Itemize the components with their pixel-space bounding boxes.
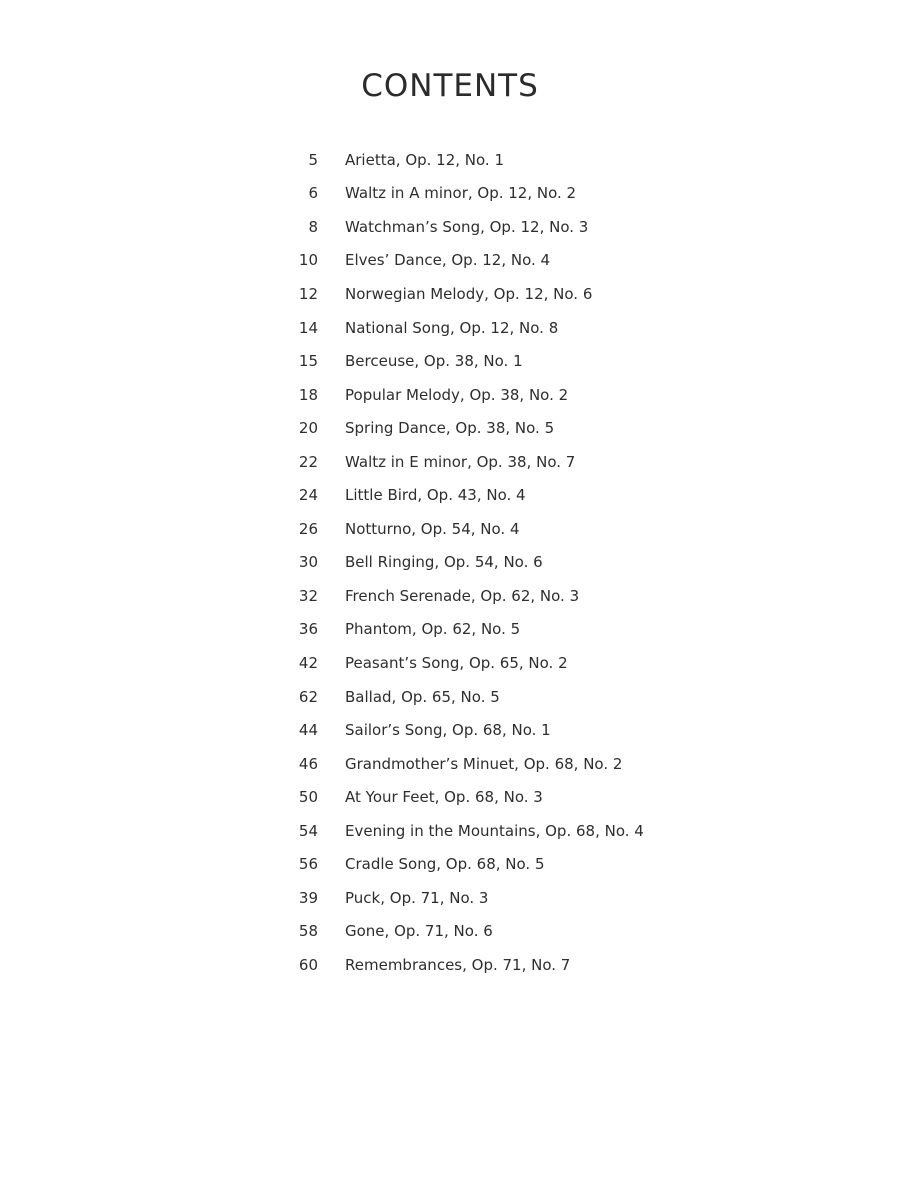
toc-entry — [282, 814, 782, 848]
toc-entry-title: Arietta, Op. 12, No. 1 — [345, 150, 505, 169]
toc-entry — [282, 780, 782, 814]
toc-entry-title: Elves’ Dance, Op. 12, No. 4 — [345, 251, 551, 270]
toc-entry-title: Ballad, Op. 65, No. 5 — [345, 687, 500, 706]
toc-entry — [282, 311, 782, 345]
toc-page-number: 26 — [298, 519, 318, 538]
toc-entry-title: Waltz in A minor, Op. 12, No. 2 — [345, 184, 577, 203]
toc-page-number: 10 — [298, 251, 318, 270]
toc-entry — [282, 948, 782, 982]
toc-entry-title: Cradle Song, Op. 68, No. 5 — [345, 855, 545, 874]
toc-entry — [282, 143, 782, 177]
toc-entry-title: Bell Ringing, Op. 54, No. 6 — [345, 553, 543, 572]
toc-entry — [282, 512, 782, 546]
toc-entry-title: Popular Melody, Op. 38, No. 2 — [345, 385, 569, 404]
toc-entry-title: Grandmother’s Minuet, Op. 68, No. 2 — [345, 754, 623, 773]
toc-page-number: 18 — [298, 385, 318, 404]
toc-page-number: 8 — [308, 217, 318, 236]
toc-page-number: 5 — [308, 150, 318, 169]
table-of-contents — [282, 143, 782, 982]
toc-entry-title: Peasant’s Song, Op. 65, No. 2 — [345, 653, 568, 672]
toc-page-number: 20 — [298, 419, 318, 438]
toc-page-number: 60 — [298, 955, 318, 974]
toc-page-number: 50 — [298, 788, 318, 807]
toc-entry-title: Watchman’s Song, Op. 12, No. 3 — [345, 217, 589, 236]
toc-entry — [282, 613, 782, 647]
toc-entry — [282, 847, 782, 881]
toc-page-number: 39 — [298, 888, 318, 907]
toc-page-number: 56 — [298, 855, 318, 874]
toc-page-number: 54 — [298, 821, 318, 840]
toc-entry-title: Norwegian Melody, Op. 12, No. 6 — [345, 284, 593, 303]
toc-entry-title: Berceuse, Op. 38, No. 1 — [345, 352, 523, 371]
toc-page-number: 62 — [298, 687, 318, 706]
toc-entry-title: Gone, Op. 71, No. 6 — [345, 922, 493, 941]
toc-entry-title: At Your Feet, Op. 68, No. 3 — [345, 788, 543, 807]
toc-entry — [282, 915, 782, 949]
toc-page-number: 6 — [308, 184, 318, 203]
toc-entry-title: Little Bird, Op. 43, No. 4 — [345, 486, 526, 505]
toc-entry-title: Sailor’s Song, Op. 68, No. 1 — [345, 721, 551, 740]
toc-entry — [282, 478, 782, 512]
toc-entry — [282, 210, 782, 244]
toc-entry — [282, 344, 782, 378]
toc-entry-title: Spring Dance, Op. 38, No. 5 — [345, 419, 555, 438]
toc-entry-title: National Song, Op. 12, No. 8 — [345, 318, 559, 337]
toc-entry — [282, 378, 782, 412]
toc-entry — [282, 277, 782, 311]
toc-page-number: 22 — [298, 452, 318, 471]
toc-page-number: 32 — [298, 586, 318, 605]
toc-page-number: 24 — [298, 486, 318, 505]
toc-entry — [282, 680, 782, 714]
page-title: CONTENTS — [361, 68, 539, 104]
toc-page-number: 30 — [298, 553, 318, 572]
toc-entry-title: Evening in the Mountains, Op. 68, No. 4 — [345, 821, 644, 840]
toc-entry — [282, 546, 782, 580]
toc-entry — [282, 881, 782, 915]
toc-page-number: 44 — [298, 721, 318, 740]
toc-entry — [282, 579, 782, 613]
toc-entry-title: Remembrances, Op. 71, No. 7 — [345, 955, 571, 974]
toc-entry-title: Notturno, Op. 54, No. 4 — [345, 519, 520, 538]
toc-page-number: 14 — [298, 318, 318, 337]
toc-entry-title: Waltz in E minor, Op. 38, No. 7 — [345, 452, 576, 471]
toc-entry — [282, 646, 782, 680]
toc-page-number: 36 — [298, 620, 318, 639]
toc-entry-title: French Serenade, Op. 62, No. 3 — [345, 586, 580, 605]
toc-entry-title: Phantom, Op. 62, No. 5 — [345, 620, 521, 639]
toc-entry — [282, 747, 782, 781]
toc-page-number: 15 — [298, 352, 318, 371]
toc-entry — [282, 411, 782, 445]
toc-entry-title: Puck, Op. 71, No. 3 — [345, 888, 489, 907]
toc-entry — [282, 177, 782, 211]
toc-page-number: 46 — [298, 754, 318, 773]
toc-entry — [282, 244, 782, 278]
toc-entry — [282, 713, 782, 747]
toc-entry — [282, 445, 782, 479]
toc-page-number: 42 — [298, 653, 318, 672]
toc-page-number: 58 — [298, 922, 318, 941]
toc-page-number: 12 — [298, 284, 318, 303]
